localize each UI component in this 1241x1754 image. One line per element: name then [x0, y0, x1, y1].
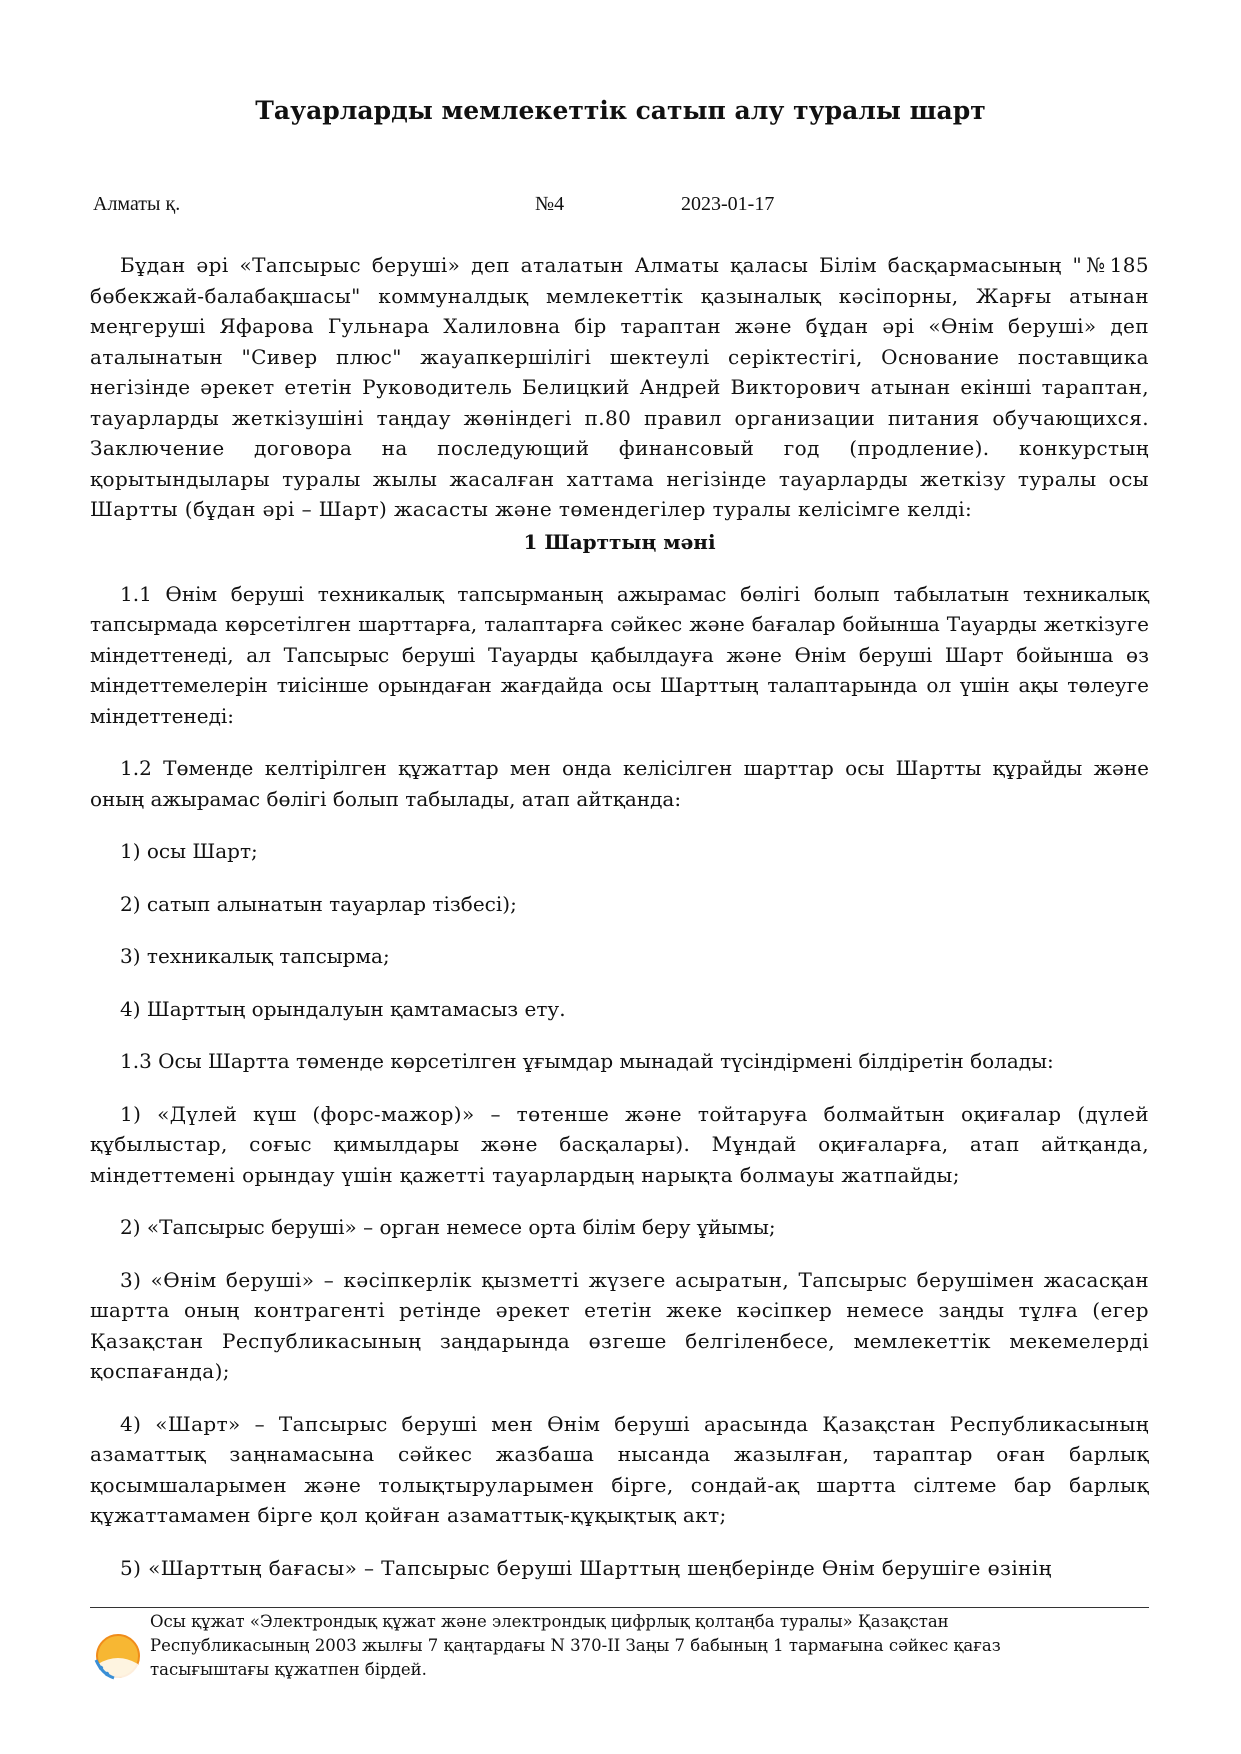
document-date: 2023-01-17	[681, 193, 775, 215]
footer	[92, 1610, 1152, 1700]
clause-1-2: 1.2 Төменде келтірілген құжаттар мен онда келісілген шарттар осы Шартты құрайды және оның ажырамас бөлігі болып табылады, атап айтқанда:	[90, 756, 1149, 811]
clause-1-1: 1.1 Өнім беруші техникалық тапсырманың ажырамас бөлігі болып табылатын техникалық тапсырмада көрсетілген шарттарға, талаптарға сәйкес және бағалар бойынша Тауарды жеткізуге міндеттенеді, ал Тапсырыс беруші Тауарды қабылдауға және Өнім беруші Шарт бойынша өз міндеттемелерін тиісінше орындаған жағдайда осы Шарттың талаптарында ол үшін ақы төлеуге міндеттенеді:	[90, 581, 1149, 728]
intro-paragraph: Бұдан әрі «Тапсырыс беруші» деп аталатын Алматы қаласы Білім басқармасының "№185 бөбекжай-балабақшасы" коммуналдық мемлекеттік қазыналық кәсіпорны, Жарғы атынан меңгеруші Яфарова Гульнара Халиловна бір тараптан және бұдан әрі «Өнім беруші» деп аталынатын "Сивер плюс" жауапкершілігі шектеулі серіктестігі, Основание поставщика негізінде әрекет ететін Руководитель Белицкий Андрей Викторович атынан екінші тараптан, тауарларды жеткізушіні таңдау жөніндегі п.80 правил организации питания обучающихся. Заключение договора на последующий финансовый год (продление). конкурстың қорытындылары туралы жылы жасалған хаттама негізінде тауарларды жеткізу туралы осы Шартты (бұдан әрі – Шарт) жасасты және төмендегілер туралы келісімге келді:	[90, 253, 1149, 521]
document-number: №4	[535, 193, 565, 215]
definition-2: 2) «Тапсырыс беруші» – орган немесе орта білім беру ұйымы;	[120, 1215, 776, 1239]
definition-5: 5) «Шарттың бағасы» – Тапсырыс беруші Шарттың шеңберінде Өнім берушіге өзінің	[120, 1555, 1052, 1580]
list-item: 2) сатып алынатын тауарлар тізбесі);	[120, 891, 517, 916]
document-city: Алматы қ.	[93, 193, 181, 215]
clause-1-3: 1.3 Осы Шартта төменде көрсетілген ұғымдар мынадай түсіндірмені білдіретін болады:	[120, 1049, 1054, 1073]
document-title: Тауарларды мемлекеттік сатып алу туралы шарт	[255, 96, 986, 125]
footer-legal-note: Осы құжат «Электрондық құжат және электрондық цифрлық қолтаңба туралы» Қазақстан Республикасының 2003 жылғы 7 қаңтардағы N 370-II Заңы 7 бабының 1 тармағына сәйкес қағаз тасығыштағы құжатпен бірдей.	[150, 1612, 1001, 1679]
document-body	[90, 250, 1149, 1583]
definition-4: 4) «Шарт» – Тапсырыс беруші мен Өнім беруші арасында Қазақстан Республикасының азаматтық заңнамасына сәйкес жазбаша нысанда жазылған, тараптар оған барлық қосымшаларымен және толықтыруларымен бірге, сондай-ақ шартта сілтеме бар барлық құжаттамамен бірге қол қойған азаматтық-құқықтық акт;	[90, 1411, 1149, 1527]
footer-divider	[90, 1607, 1149, 1608]
list-item: 1) осы Шарт;	[120, 839, 258, 863]
list-item: 3) техникалық тапсырма;	[120, 944, 390, 968]
definition-1: 1) «Дүлей күш (форс-мажор)» – төтенше және тойтаруға болмайтын оқиғалар (дүлей құбылыстар, соғыс қимылдары және басқалары). Мұндай оқиғаларға, атап айтқанда, міндеттемені орындау үшін қажетті тауарлардың нарықта болмауы жатпайды;	[90, 1101, 1149, 1187]
egov-sun-logo-icon	[92, 1630, 144, 1682]
section-1-title: 1 Шарттың мәні	[523, 529, 716, 554]
list-item: 4) Шарттың орындалуын қамтамасыз ету.	[120, 996, 566, 1021]
definition-3: 3) «Өнім беруші» – кәсіпкерлік қызметті жүзеге асыратын, Тапсырыс берушімен жасасқан шартта оның контрагенті ретінде әрекет ететін жеке кәсіпкер немесе заңды тұлға (егер Қазақстан Республикасының заңдарында өзгеше белгіленбесе, мемлекеттік мекемелерді қоспағанда);	[90, 1267, 1149, 1383]
